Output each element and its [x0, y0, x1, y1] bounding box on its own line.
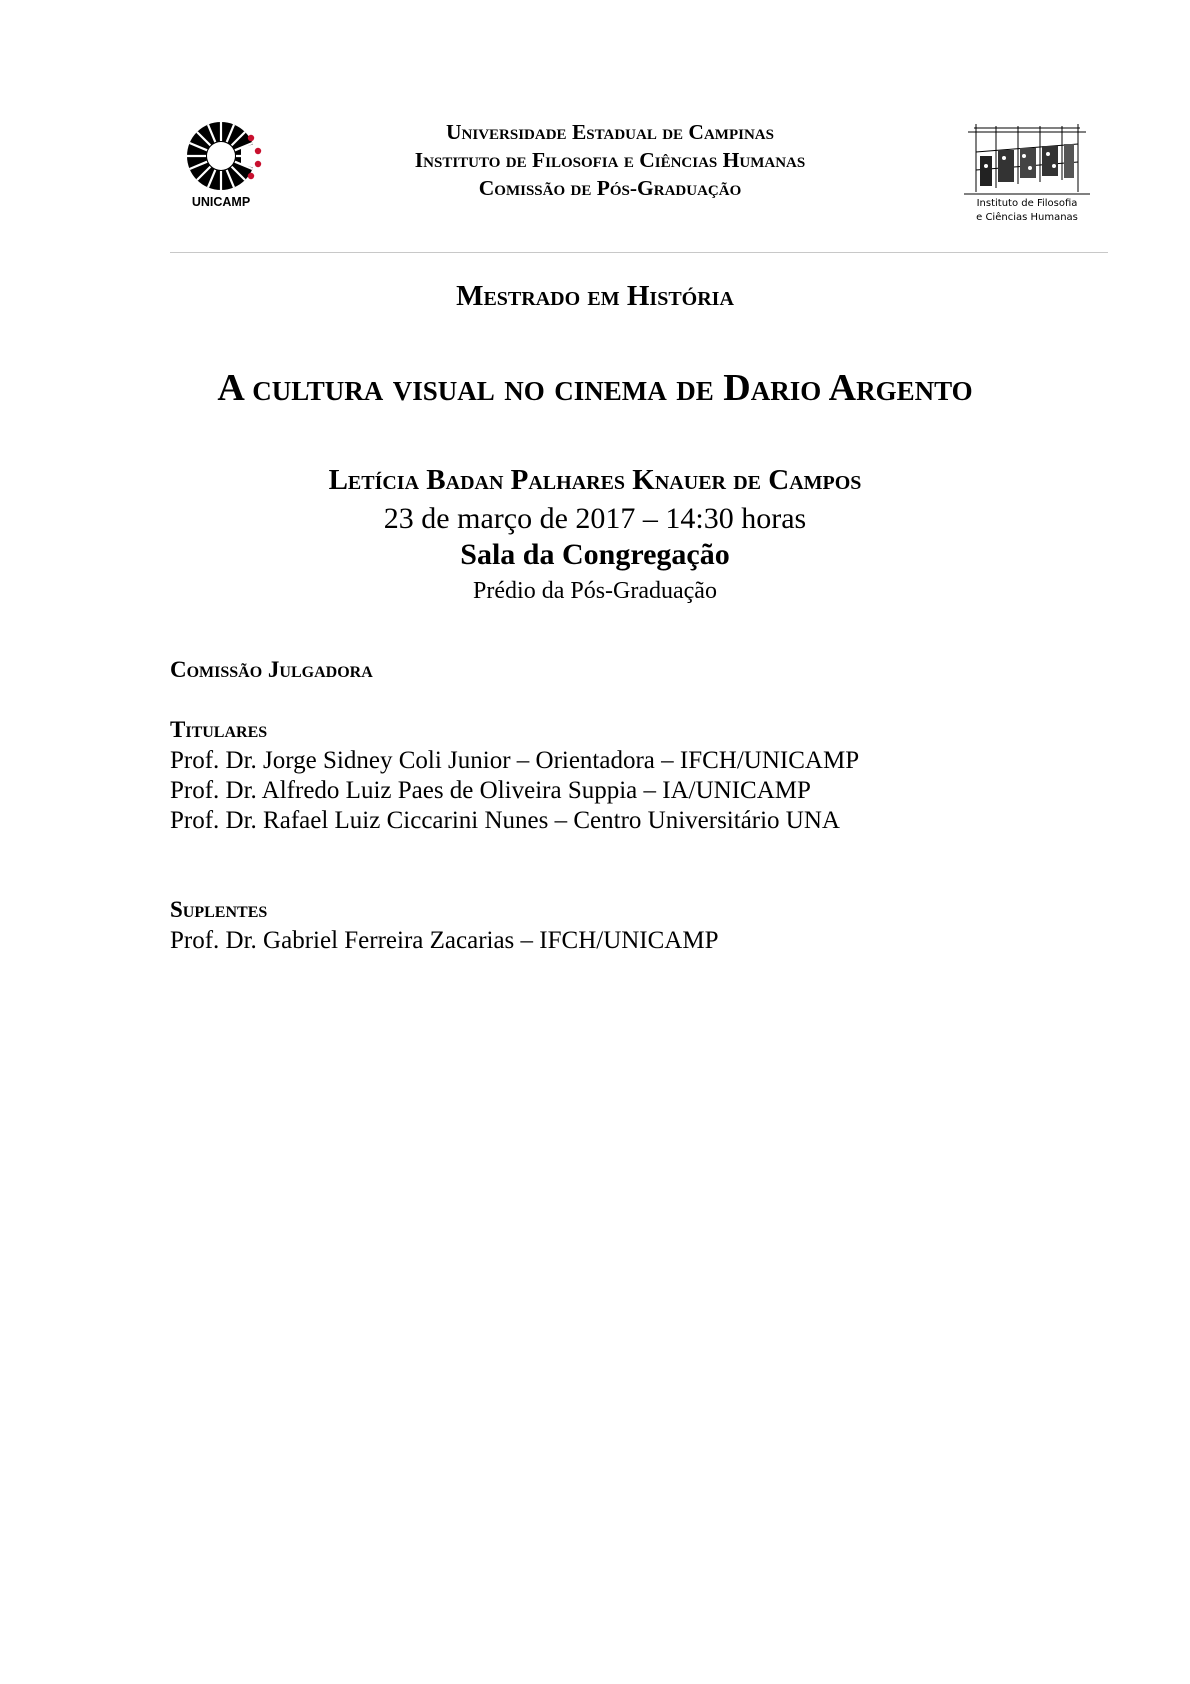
suplentes-heading: Suplentes	[170, 897, 268, 922]
unicamp-logo	[181, 118, 271, 210]
defense-room: Sala da Congregação	[460, 538, 730, 571]
header-divider	[170, 252, 1108, 253]
titulares-list	[170, 746, 859, 836]
commission-name: Comissão de Pós-Graduação	[478, 176, 742, 200]
list-item: Prof. Dr. Rafael Luiz Ciccarini Nunes – Centro Universitário UNA	[170, 807, 840, 834]
list-item: Prof. Dr. Alfredo Luiz Paes de Oliveira Suppia – IA/UNICAMP	[170, 777, 811, 804]
titulares-heading: Titulares	[170, 717, 268, 742]
defense-building: Prédio da Pós-Graduação	[473, 578, 717, 604]
defense-datetime: 23 de março de 2017 – 14:30 horas	[383, 502, 807, 535]
ifch-logo-line2: e Ciências Humanas	[976, 212, 1078, 223]
thesis-title: A cultura visual no cinema de Dario Argento	[217, 367, 973, 409]
suplentes-list	[170, 926, 719, 956]
ifch-logo	[962, 122, 1092, 226]
institution-header	[320, 118, 900, 202]
institute-name: Instituto de Filosofia e Ciências Humanas	[414, 148, 806, 172]
candidate-name: Letícia Badan Palhares Knauer de Campos	[328, 464, 862, 496]
ifch-logo-line1: Instituto de Filosofia	[976, 198, 1078, 209]
unicamp-logo-text: UNICAMP	[191, 195, 251, 209]
committee-title: Comissão Julgadora	[170, 657, 373, 682]
program-title: Mestrado em História	[456, 280, 734, 312]
list-item: Prof. Dr. Gabriel Ferreira Zacarias – IFCH/UNICAMP	[170, 927, 719, 954]
university-name: Universidade Estadual de Campinas	[446, 120, 774, 144]
list-item: Prof. Dr. Jorge Sidney Coli Junior – Orientadora – IFCH/UNICAMP	[170, 747, 860, 774]
